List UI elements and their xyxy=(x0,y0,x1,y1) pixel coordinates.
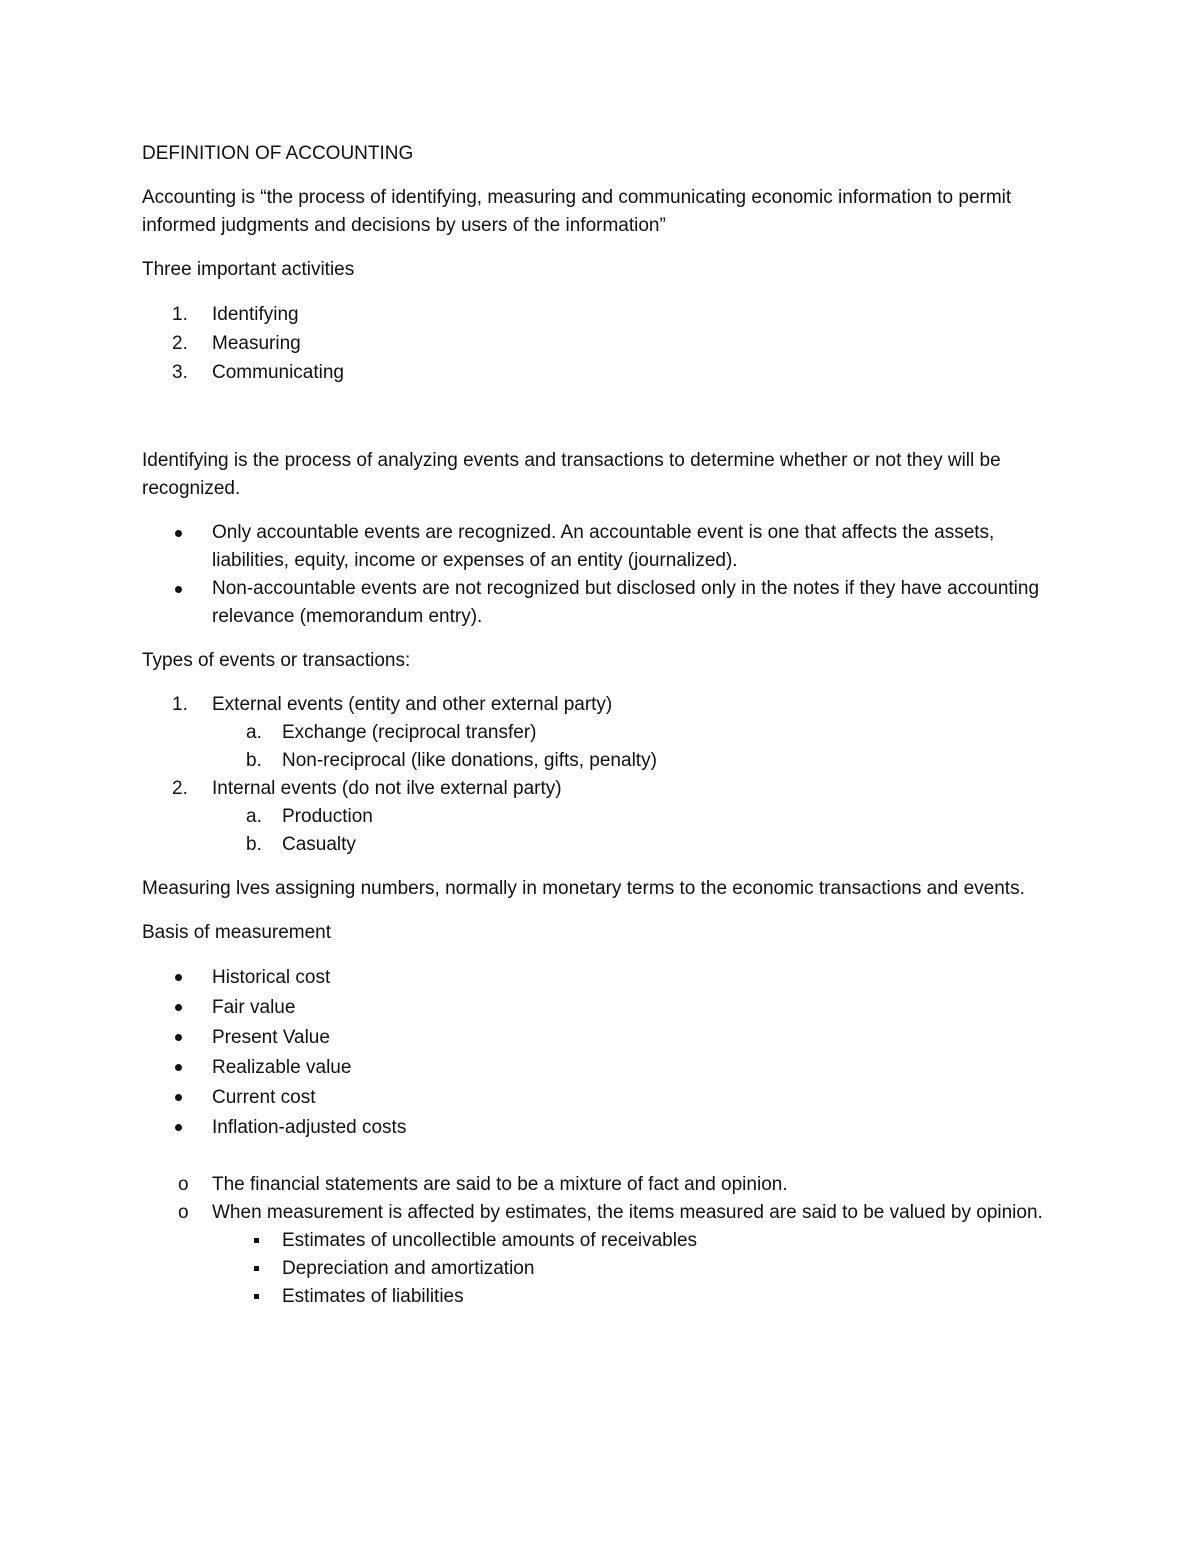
document-title: DEFINITION OF ACCOUNTING xyxy=(142,143,414,164)
opinion-list xyxy=(142,1171,1052,1311)
blank-line xyxy=(142,403,1052,447)
list-item-text: Realizable value xyxy=(212,1057,352,1078)
list-item-text: Measuring xyxy=(212,333,301,354)
list-item-text: Internal events (do not ilve external party) xyxy=(212,778,562,799)
bullet-icon xyxy=(175,974,182,981)
bullet-icon xyxy=(175,1124,182,1131)
list-item-text: Only accountable events are recognized. An accountable event is one that affects the assets, liabilities, equity, income or expenses of an entity (journalized). xyxy=(212,522,995,571)
sub-list-item-text: Estimates of liabilities xyxy=(282,1286,464,1307)
list-item-text: External events (entity and other external party) xyxy=(212,694,613,715)
square-bullet-icon xyxy=(254,1238,259,1243)
list-number: 2. xyxy=(172,778,188,799)
sub-list-item xyxy=(142,747,1052,775)
sub-list-item-text: Estimates of uncollectible amounts of receivables xyxy=(282,1230,698,1251)
list-item xyxy=(142,1023,1052,1053)
list-item xyxy=(142,963,1052,993)
sub-list-letter: b. xyxy=(246,750,262,771)
circle-bullet-icon: o xyxy=(178,1174,189,1195)
identifying-bullets xyxy=(142,519,1052,631)
square-bullet-icon xyxy=(254,1266,259,1271)
square-bullet-icon xyxy=(254,1294,259,1299)
list-item-text: Present Value xyxy=(212,1027,330,1048)
list-item xyxy=(142,1053,1052,1083)
types-heading: Types of events or transactions: xyxy=(142,650,411,671)
list-number: 2. xyxy=(172,333,188,354)
measuring-paragraph: Measuring lves assigning numbers, normally in monetary terms to the economic transactions and events. xyxy=(142,878,1025,899)
list-item-text: Inflation-adjusted costs xyxy=(212,1117,407,1138)
bullet-icon xyxy=(175,530,182,537)
document-content xyxy=(142,140,1052,1327)
circle-bullet-icon: o xyxy=(178,1202,189,1223)
bullet-icon xyxy=(175,1004,182,1011)
list-item xyxy=(142,691,1052,719)
sub-list-item-text: Casualty xyxy=(282,834,356,855)
list-item xyxy=(142,519,1052,575)
list-item-text: Historical cost xyxy=(212,967,331,988)
list-item xyxy=(142,993,1052,1023)
list-item-text: Identifying xyxy=(212,304,299,325)
list-item xyxy=(142,1113,1052,1143)
list-number: 3. xyxy=(172,362,188,383)
sub-list-item-text: Production xyxy=(282,806,373,827)
list-item-text: When measurement is affected by estimates, the items measured are said to be valued by opinion. xyxy=(212,1202,1043,1223)
sub-list-item xyxy=(142,719,1052,747)
sub-list-letter: a. xyxy=(246,806,262,827)
identifying-paragraph: Identifying is the process of analyzing events and transactions to determine whether or not they will be recognized. xyxy=(142,450,1001,499)
bullet-icon xyxy=(175,1034,182,1041)
list-number: 1. xyxy=(172,694,188,715)
list-item xyxy=(142,775,1052,803)
list-item-text: The financial statements are said to be a mixture of fact and opinion. xyxy=(212,1174,788,1195)
activities-list xyxy=(142,300,1052,387)
sub-list-letter: a. xyxy=(246,722,262,743)
basis-list xyxy=(142,963,1052,1143)
activities-heading: Three important activities xyxy=(142,259,355,280)
list-item xyxy=(142,329,1052,358)
list-item xyxy=(142,300,1052,329)
list-item xyxy=(142,575,1052,631)
sub-list-item xyxy=(142,831,1052,859)
list-item-text: Fair value xyxy=(212,997,296,1018)
sub-list-item-text: Non-reciprocal (like donations, gifts, penalty) xyxy=(282,750,657,771)
sub-list-item-text: Depreciation and amortization xyxy=(282,1258,535,1279)
sub-list-item xyxy=(142,1227,1052,1255)
sub-list-letter: b. xyxy=(246,834,262,855)
bullet-icon xyxy=(175,1094,182,1101)
sub-list-item xyxy=(142,1255,1052,1283)
bullet-icon xyxy=(175,1064,182,1071)
sub-list-item-text: Exchange (reciprocal transfer) xyxy=(282,722,537,743)
basis-heading: Basis of measurement xyxy=(142,922,332,943)
sub-list-item xyxy=(142,1283,1052,1311)
list-item-text: Current cost xyxy=(212,1087,316,1108)
list-item xyxy=(142,1199,1052,1227)
blank-line xyxy=(142,1159,1052,1171)
list-number: 1. xyxy=(172,304,188,325)
types-list xyxy=(142,691,1052,859)
list-item xyxy=(142,1171,1052,1199)
list-item-text: Communicating xyxy=(212,362,344,383)
list-item-text: Non-accountable events are not recognized but disclosed only in the notes if they have accounting relevance (memorandum entry). xyxy=(212,578,1040,627)
definition-paragraph: Accounting is “the process of identifying, measuring and communicating economic information to permit informed judgments and decisions by users of the information” xyxy=(142,187,1012,236)
list-item xyxy=(142,358,1052,387)
list-item xyxy=(142,1083,1052,1113)
bullet-icon xyxy=(175,586,182,593)
sub-list-item xyxy=(142,803,1052,831)
